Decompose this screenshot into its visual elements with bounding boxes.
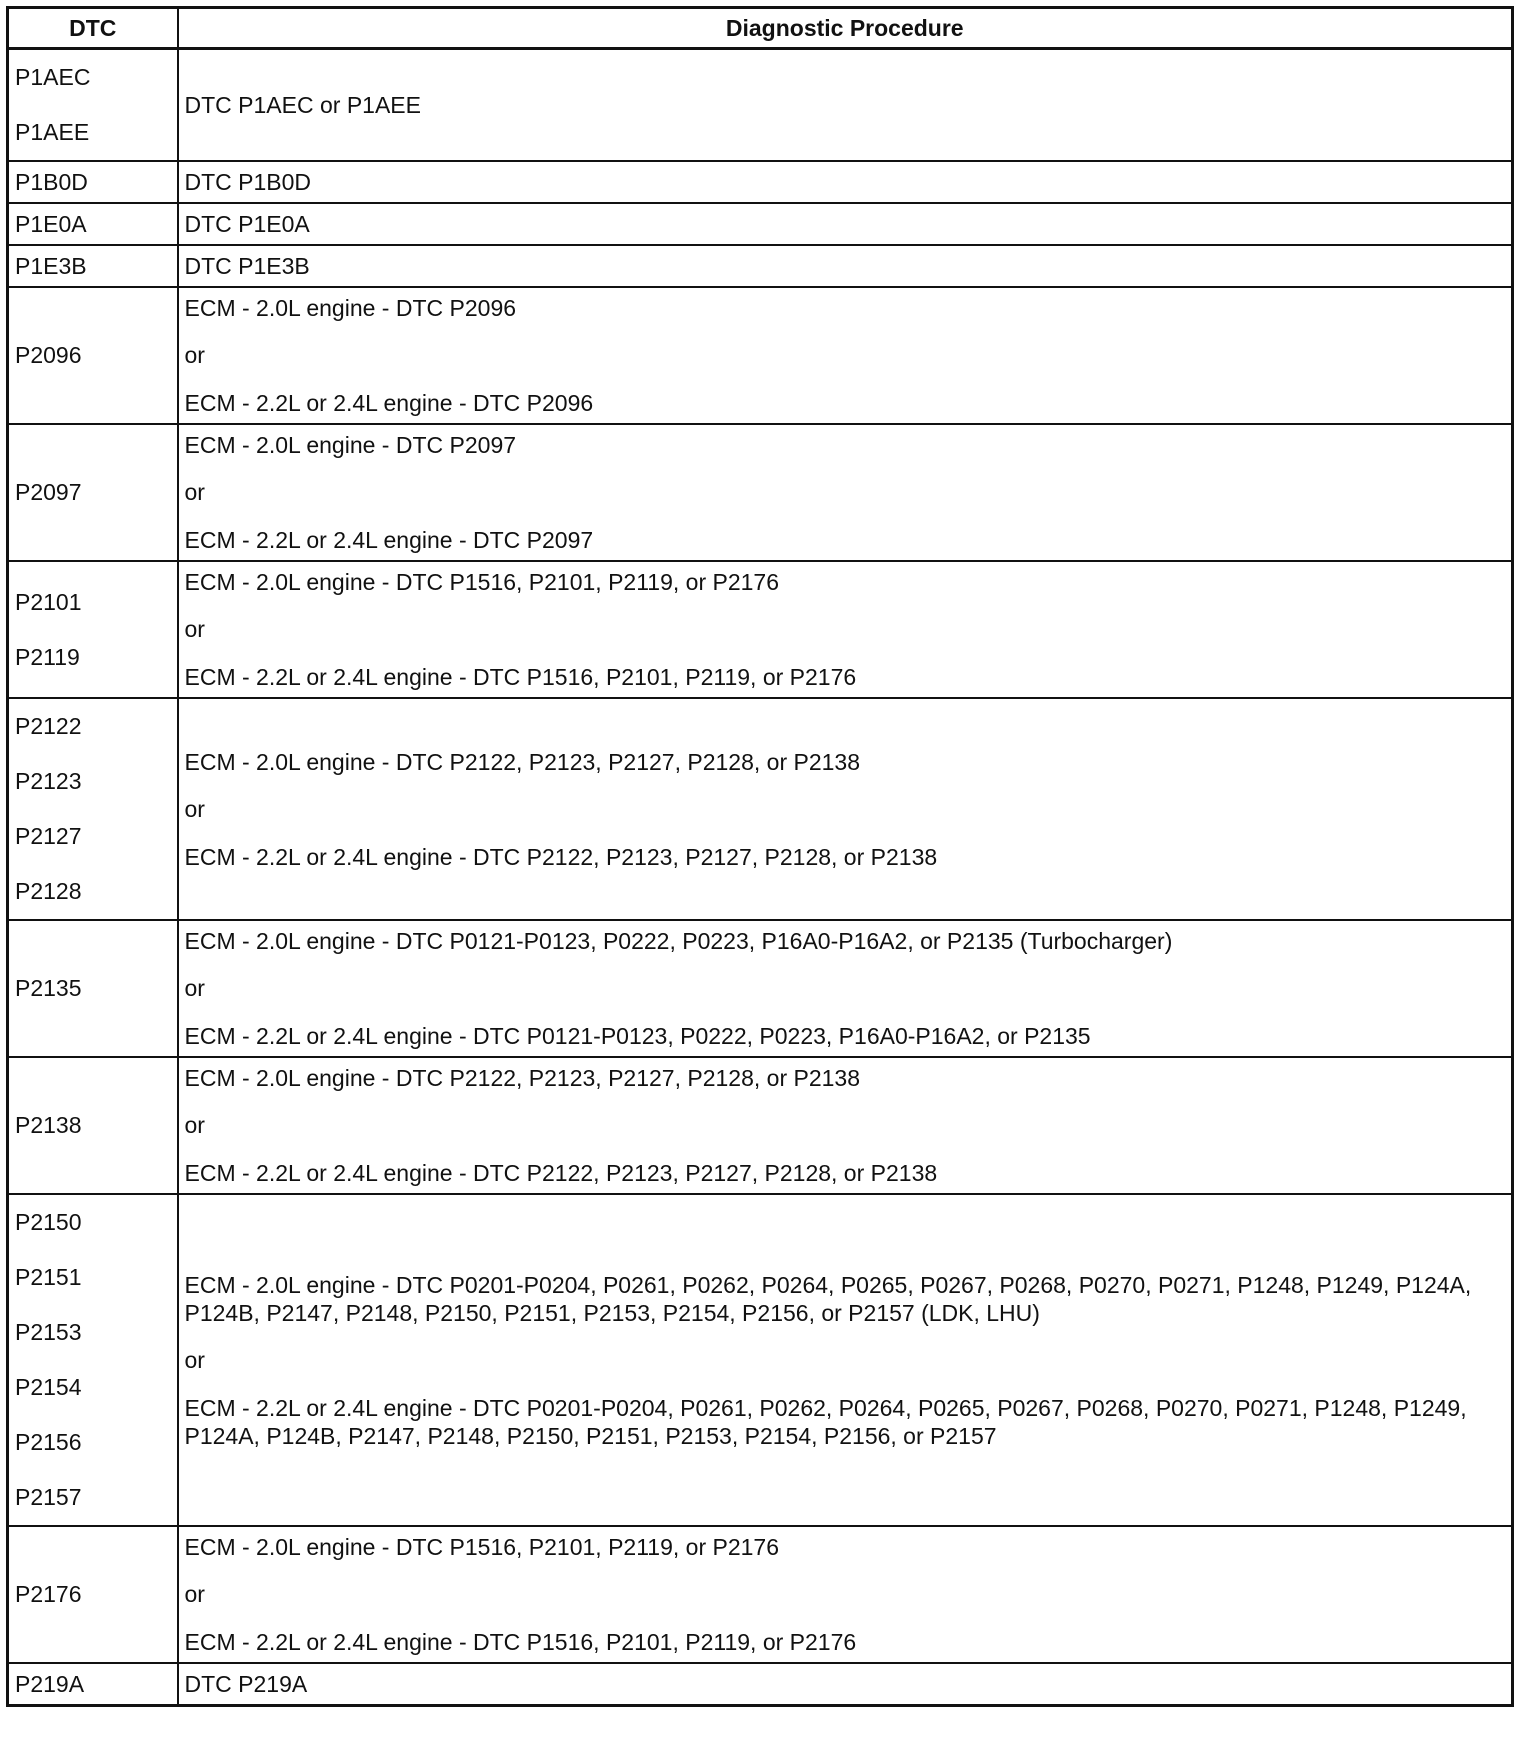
procedure-line: ECM - 2.2L or 2.4L engine - DTC P2122, P2123, P2127, P2128, or P2138 (184, 1160, 938, 1186)
procedure-line: ECM - 2.2L or 2.4L engine - DTC P1516, P2101, P2119, or P2176 (184, 1629, 857, 1655)
procedure-cell (178, 1057, 1513, 1194)
procedure-or: or (184, 342, 205, 368)
procedure-cell (178, 698, 1513, 920)
dtc-cell (8, 424, 178, 561)
dtc-code: P2127 (15, 823, 82, 849)
procedure-line: ECM - 2.0L engine - DTC P0121-P0123, P0222, P0223, P16A0-P16A2, or P2135 (Turbocharger) (184, 928, 1173, 954)
procedure-line: ECM - 2.2L or 2.4L engine - DTC P0201-P0204, P0261, P0262, P0264, P0265, P0267, P0268, P0270, P0271, P1248, P1249, P124A, P124B, P2147, P2148, P2150, P2151, P2153, P2154, P2156, or P2157 (184, 1394, 1467, 1449)
dtc-code: P2153 (15, 1319, 82, 1345)
procedure-line: ECM - 2.2L or 2.4L engine - DTC P2097 (184, 527, 594, 553)
dtc-code: P2101 (15, 588, 82, 615)
dtc-cell (8, 245, 178, 287)
table-row (8, 161, 1513, 203)
table-row (8, 698, 1513, 920)
dtc-cell (8, 287, 178, 424)
dtc-cell (8, 1194, 178, 1526)
header-dtc: DTC (8, 8, 178, 49)
table-row (8, 424, 1513, 561)
dtc-table (6, 6, 1514, 1707)
procedure-or: or (184, 1112, 205, 1138)
procedure-line: DTC P1E0A (184, 211, 310, 237)
procedure-line: ECM - 2.2L or 2.4L engine - DTC P2096 (184, 390, 594, 416)
procedure-line: ECM - 2.0L engine - DTC P2096 (184, 295, 517, 321)
dtc-code: P2176 (15, 1581, 82, 1607)
procedure-line: ECM - 2.0L engine - DTC P2122, P2123, P2127, P2128, or P2138 (184, 1065, 861, 1091)
dtc-code: P2119 (15, 643, 80, 670)
procedure-cell (178, 245, 1513, 287)
dtc-code: P2151 (15, 1264, 82, 1290)
dtc-code: P1B0D (15, 169, 88, 195)
procedure-line: ECM - 2.2L or 2.4L engine - DTC P0121-P0123, P0222, P0223, P16A0-P16A2, or P2135 (184, 1023, 1091, 1049)
dtc-code: P2097 (15, 479, 82, 505)
dtc-cell (8, 698, 178, 920)
dtc-code: P2135 (15, 975, 82, 1001)
table-row (8, 561, 1513, 698)
procedure-line: ECM - 2.0L engine - DTC P2122, P2123, P2127, P2128, or P2138 (184, 748, 861, 775)
procedure-cell (178, 203, 1513, 245)
procedure-line: ECM - 2.0L engine - DTC P1516, P2101, P2119, or P2176 (184, 569, 780, 595)
dtc-code: P1E3B (15, 253, 87, 279)
procedure-line: ECM - 2.2L or 2.4L engine - DTC P2122, P2123, P2127, P2128, or P2138 (184, 843, 938, 870)
dtc-cell (8, 1057, 178, 1194)
procedure-line: ECM - 2.0L engine - DTC P0201-P0204, P0261, P0262, P0264, P0265, P0267, P0268, P0270, P0271, P1248, P1249, P124A, P124B, P2147, P2148, P2150, P2151, P2153, P2154, P2156, or P2157 (LDK, LHU) (184, 1271, 1472, 1326)
header-procedure: Diagnostic Procedure (178, 8, 1513, 49)
dtc-code: P2154 (15, 1374, 82, 1400)
procedure-cell (178, 1194, 1513, 1526)
procedure-line: ECM - 2.2L or 2.4L engine - DTC P1516, P2101, P2119, or P2176 (184, 664, 857, 690)
dtc-code: P2157 (15, 1484, 82, 1510)
procedure-cell (178, 287, 1513, 424)
table-row (8, 920, 1513, 1057)
dtc-cell (8, 920, 178, 1057)
dtc-cell (8, 203, 178, 245)
procedure-cell (178, 49, 1513, 162)
dtc-cell (8, 1663, 178, 1706)
dtc-code: P2138 (15, 1112, 82, 1138)
dtc-code: P1AEE (15, 119, 90, 145)
dtc-code: P2128 (15, 878, 82, 904)
dtc-code: P2150 (15, 1209, 82, 1235)
dtc-cell (8, 1526, 178, 1663)
procedure-cell (178, 1663, 1513, 1706)
header-row (8, 8, 1513, 49)
dtc-code: P1AEC (15, 64, 91, 90)
procedure-line: ECM - 2.0L engine - DTC P2097 (184, 432, 517, 458)
procedure-or: or (184, 795, 205, 822)
dtc-cell (8, 561, 178, 698)
procedure-cell (178, 920, 1513, 1057)
procedure-line: DTC P1E3B (184, 253, 310, 279)
procedure-or: or (184, 479, 205, 505)
procedure-line: DTC P219A (184, 1671, 308, 1697)
table-row (8, 287, 1513, 424)
table-row (8, 1526, 1513, 1663)
dtc-cell (8, 161, 178, 203)
procedure-or: or (184, 1581, 205, 1607)
procedure-line: DTC P1B0D (184, 169, 312, 195)
table-row (8, 1194, 1513, 1526)
procedure-line: DTC P1AEC or P1AEE (184, 92, 421, 118)
procedure-cell (178, 1526, 1513, 1663)
table-row (8, 203, 1513, 245)
table-row (8, 1057, 1513, 1194)
dtc-cell (8, 49, 178, 162)
procedure-line: ECM - 2.0L engine - DTC P1516, P2101, P2119, or P2176 (184, 1534, 780, 1560)
procedure-cell (178, 561, 1513, 698)
dtc-code: P219A (15, 1671, 85, 1697)
dtc-code: P1E0A (15, 211, 87, 237)
procedure-or: or (184, 1346, 205, 1373)
dtc-code: P2123 (15, 768, 82, 794)
procedure-cell (178, 424, 1513, 561)
dtc-code: P2156 (15, 1429, 82, 1455)
procedure-cell (178, 161, 1513, 203)
table-row (8, 245, 1513, 287)
dtc-code: P2096 (15, 342, 82, 368)
procedure-or: or (184, 975, 205, 1001)
table-row (8, 49, 1513, 162)
table-body (8, 49, 1513, 1706)
table-row (8, 1663, 1513, 1706)
procedure-or: or (184, 616, 205, 642)
dtc-code: P2122 (15, 713, 82, 739)
